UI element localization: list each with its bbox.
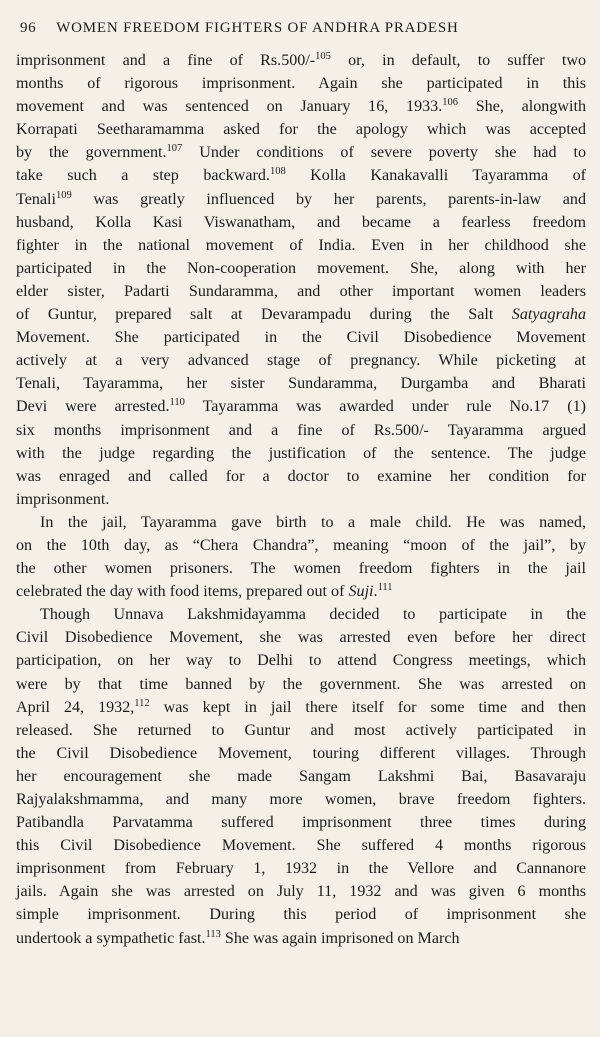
text-line xyxy=(16,880,586,903)
text-line xyxy=(16,903,586,926)
text-line xyxy=(16,534,586,557)
text-line xyxy=(16,164,586,187)
text-run: take such a step backward. xyxy=(16,167,270,185)
text-run: Tenali, Tayaramma, her sister Sundaramma, Durgamba and Bharati xyxy=(16,375,586,393)
text-run: Tayaramma was awarded under rule No.17 (1) xyxy=(184,398,586,416)
text-line xyxy=(16,811,586,834)
footnote-reference: 111 xyxy=(377,582,393,594)
text-run: imprisonment. xyxy=(16,490,110,508)
text-run: celebrated the day with food items, prepared out of xyxy=(16,583,349,601)
footnote-reference: 106 xyxy=(442,97,458,109)
text-run: elder sister, Padarti Sundaramma, and other important women leaders xyxy=(16,282,586,300)
text-line xyxy=(16,649,586,672)
text-line xyxy=(16,603,586,626)
italic-term: Satyagraha xyxy=(511,306,586,324)
text-run: Tenali xyxy=(16,190,56,208)
text-line xyxy=(16,673,586,696)
text-run: Movement. She participated in the Civil Disobedience Movement xyxy=(16,329,586,347)
text-line xyxy=(16,188,586,211)
text-line xyxy=(16,419,586,442)
text-run: April 24, 1932, xyxy=(16,698,135,716)
text-run: by the government. xyxy=(16,144,167,162)
text-line xyxy=(16,511,586,534)
text-line xyxy=(16,626,586,649)
text-line xyxy=(16,395,586,418)
text-run: She, alongwith xyxy=(458,98,586,116)
text-line xyxy=(16,696,586,719)
text-run: movement and was sentenced on January 16, 1933. xyxy=(16,98,443,116)
paragraph xyxy=(16,49,586,511)
footnote-reference: 108 xyxy=(269,166,286,178)
text-run: the Civil Disobedience Movement, touring different villages. Through xyxy=(16,744,586,762)
text-line xyxy=(16,834,586,857)
text-line xyxy=(16,118,586,141)
text-run: released. She returned to Guntur and most actively participated in xyxy=(16,721,586,739)
text-line xyxy=(16,141,586,164)
paragraph xyxy=(16,603,586,949)
text-run: Though Unnava Lakshmidayamma decided to participate in the xyxy=(40,606,586,624)
text-line xyxy=(16,72,586,95)
footnote-reference: 110 xyxy=(169,397,185,409)
text-run: simple imprisonment. During this period of imprisonment she xyxy=(16,906,586,924)
text-run: undertook a sympathetic fast. xyxy=(16,929,206,947)
text-run: Under conditions of severe poverty she had to xyxy=(182,144,586,162)
footnote-reference: 107 xyxy=(166,143,183,155)
text-run: Korrapati Seetharamamma asked for the apology which was accepted xyxy=(16,121,586,139)
text-line xyxy=(16,719,586,742)
text-run: was kept in jail there itself for some time and then xyxy=(149,698,586,716)
text-run: was enraged and called for a doctor to examine her condition for xyxy=(16,467,586,485)
text-line xyxy=(16,49,586,72)
text-run: Rajyalakshmamma, and many more women, brave freedom fighters. xyxy=(16,791,586,808)
text-run: She was again imprisoned on March xyxy=(220,929,460,947)
footnote-reference: 109 xyxy=(55,189,72,201)
text-run: was greatly influenced by her parents, parents-in-law and xyxy=(71,190,586,208)
running-head xyxy=(16,20,586,37)
text-line xyxy=(16,349,586,372)
text-run: this Civil Disobedience Movement. She suffered 4 months rigorous xyxy=(16,837,586,855)
text-line xyxy=(16,927,586,950)
text-line xyxy=(16,95,586,118)
text-run: or, in default, to suffer two xyxy=(330,52,586,69)
text-line xyxy=(16,465,586,488)
text-line xyxy=(16,765,586,788)
text-run: participated in the Non-cooperation movement. She, along with her xyxy=(16,259,586,277)
text-run: Kolla Kanakavalli Tayaramma of xyxy=(285,167,587,185)
text-run: Civil Disobedience Movement, she was arrested even before her direct xyxy=(16,629,586,647)
text-line xyxy=(16,580,586,603)
text-run: were by that time banned by the government. She was arrested on xyxy=(16,675,586,693)
text-line xyxy=(16,303,586,326)
text-line xyxy=(16,211,586,234)
text-run: on the 10th day, as “Chera Chandra”, meaning “moon of the jail”, by xyxy=(16,536,586,554)
text-run: her encouragement she made Sangam Lakshmi Bai, Basavaraju xyxy=(16,767,586,785)
text-run: participation, on her way to Delhi to attend Congress meetings, which xyxy=(16,652,586,670)
text-line xyxy=(16,742,586,765)
text-line xyxy=(16,857,586,880)
text-line xyxy=(16,788,586,811)
page-number: 96 xyxy=(20,20,37,36)
italic-term: Suji xyxy=(348,583,374,601)
paragraph xyxy=(16,511,586,603)
text-run: with the judge regarding the justification of the sentence. The judge xyxy=(16,444,586,462)
text-line xyxy=(16,257,586,280)
footnote-reference: 113 xyxy=(205,928,221,940)
text-run: fighter in the national movement of India. Even in her childhood she xyxy=(16,236,586,254)
text-run: the other women prisoners. The women freedom fighters in the jail xyxy=(16,560,586,578)
text-line xyxy=(16,488,586,511)
text-run: In the jail, Tayaramma gave birth to a male child. He was named, xyxy=(40,513,586,531)
text-run: months of rigorous imprisonment. Again she participated in this xyxy=(16,75,586,93)
text-run: jails. Again she was arrested on July 11, 1932 and was given 6 months xyxy=(16,883,586,901)
text-run: imprisonment from February 1, 1932 in the Vellore and Cannanore xyxy=(16,860,586,878)
text-run: of Guntur, prepared salt at Devarampadu during the Salt xyxy=(16,306,512,324)
text-line xyxy=(16,442,586,465)
text-run: six months imprisonment and a fine of Rs.500/- Tayaramma argued xyxy=(16,421,586,439)
text-line xyxy=(16,280,586,303)
text-line xyxy=(16,326,586,349)
footnote-reference: 112 xyxy=(134,697,150,709)
text-line xyxy=(16,234,586,257)
running-head-title: WOMEN FREEDOM FIGHTERS OF ANDHRA PRADESH xyxy=(56,20,459,36)
text-run: Devi were arrested. xyxy=(16,398,170,416)
text-line xyxy=(16,372,586,395)
text-run: . xyxy=(373,583,378,601)
text-run: imprisonment and a fine of Rs.500/- xyxy=(16,52,316,69)
text-line xyxy=(16,557,586,580)
text-run: husband, Kolla Kasi Viswanatham, and became a fearless freedom xyxy=(16,213,586,231)
body-text xyxy=(16,49,586,950)
text-run: actively at a very advanced stage of pregnancy. While picketing at xyxy=(16,352,586,370)
text-run: Patibandla Parvatamma suffered imprisonment three times during xyxy=(16,814,586,832)
footnote-reference: 105 xyxy=(315,51,331,62)
